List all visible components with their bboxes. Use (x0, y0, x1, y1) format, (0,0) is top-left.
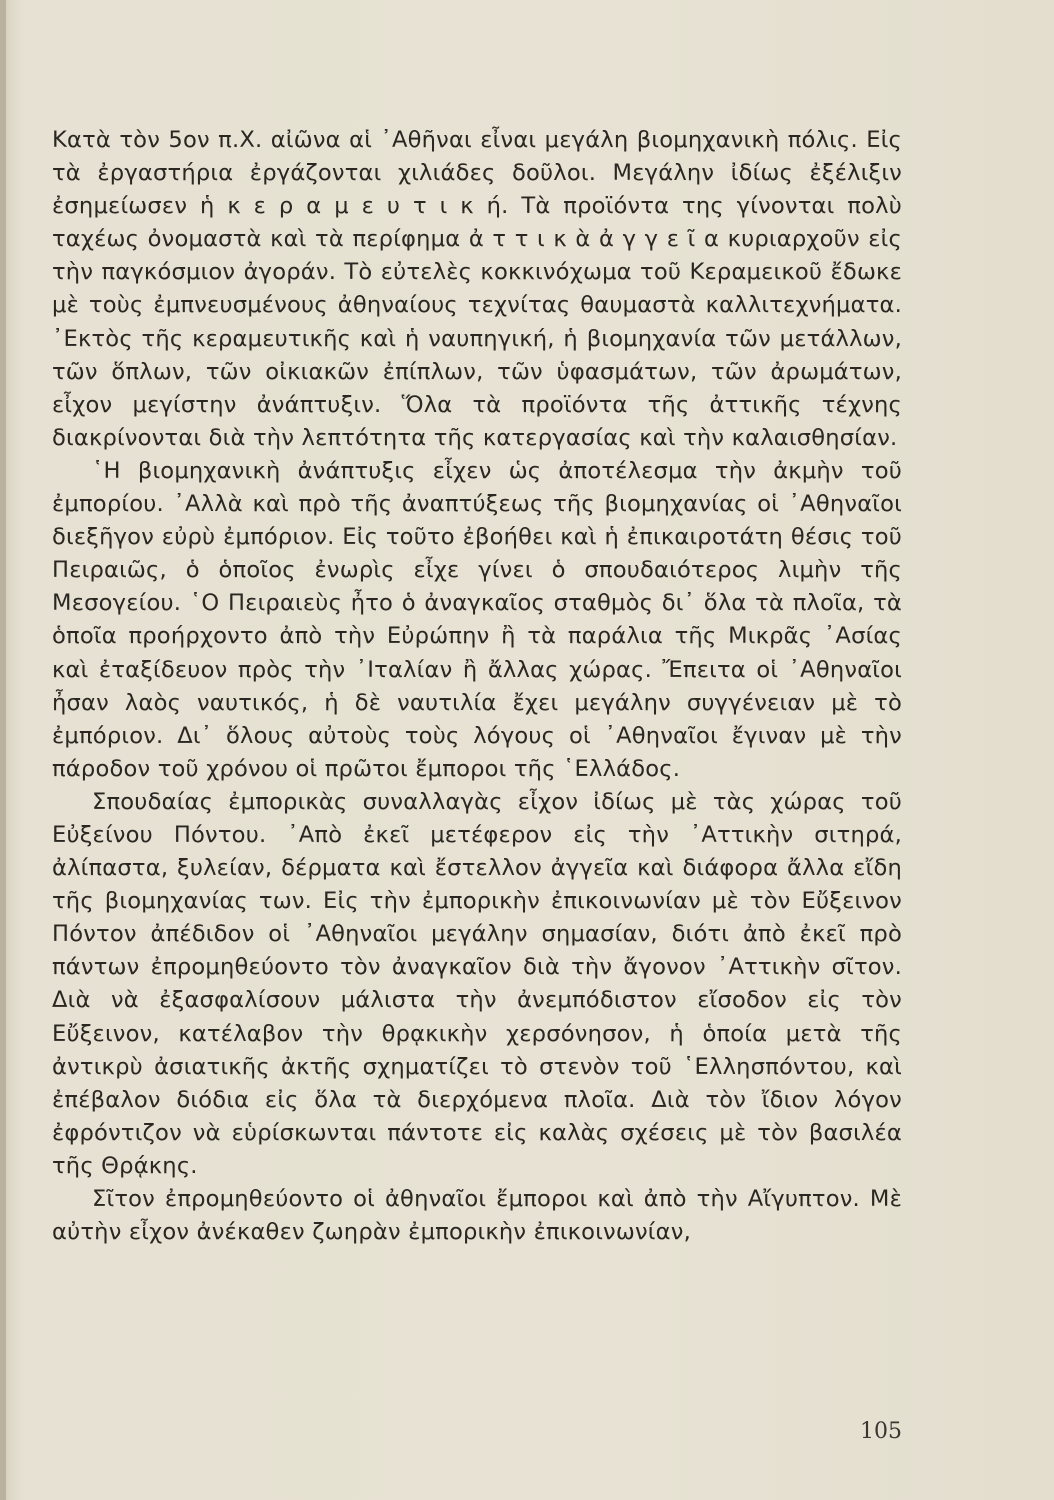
page-number: 105 (860, 1419, 902, 1444)
paragraph-commerce: ῾Η βιομηχανικὴ ἀνάπτυξις εἶχεν ὡς ἀποτέλεσμα τὴν ἀκμὴν τοῦ ἐμπορίου. ᾿Αλλὰ καὶ πρὸ τῆς ἀναπτύξεως τῆς βιομηχανίας οἱ ᾿Αθηναῖοι διεξῆγον εὐρὺ ἐμπόριον. Εἰς τοῦτο ἐβοήθει καὶ ἡ ἐπικαιροτάτη θέσις τοῦ Πειραιῶς, ὁ ὁποῖος ἐνωρὶς εἶχε γίνει ὁ σπουδαιότερος λιμὴν τῆς Μεσογείου. ῾Ο Πειραιεὺς ἦτο ὁ ἀναγκαῖος σταθμὸς δι᾿ ὅλα τὰ πλοῖα, τὰ ὁποῖα προήρχοντο ἀπὸ τὴν Εὐρώπην ἢ τὰ παράλια τῆς Μικρᾶς ᾿Ασίας καὶ ἐταξίδευον πρὸς τὴν ᾿Ιταλίαν ἢ ἄλλας χώρας. Ἔπειτα οἱ ᾿Αθηναῖοι ἦσαν λαὸς ναυτικός, ἡ δὲ ναυτιλία ἔχει μεγάλην συγγένειαν μὲ τὸ ἐμπόριον. Δι᾿ ὅλους αὐτοὺς τοὺς λόγους οἱ ᾿Αθηναῖοι ἔγιναν μὲ τὴν πάροδον τοῦ χρόνου οἱ πρῶτοι ἔμποροι τῆς ῾Ελλάδος. (52, 457, 902, 782)
paragraph-egypt-trade: Σῖτον ἐπρομηθεύοντο οἱ ἀθηναῖοι ἔμποροι καὶ ἀπὸ τὴν Αἴγυπτον. Μὲ αὐτὴν εἶχον ἀνέκαθεν ζωηρὰν ἐμπορικὴν ἐπικοινωνίαν, (52, 1186, 902, 1246)
paragraph-industry: Κατὰ τὸν 5ον π.Χ. αἰῶνα αἱ ᾿Αθῆναι εἶναι μεγάλη βιομηχανικὴ πόλις. Εἰς τὰ ἐργαστήρια ἐργάζονται χιλιάδες δοῦλοι. Μεγάλην ἰδίως ἐξέλιξιν ἐσημείωσεν ἡ κ ε ρ α μ ε υ τ ι κ ή. Τὰ προϊόντα της γίνονται πολὺ ταχέως ὀνομαστὰ καὶ τὰ περίφημα ἀ τ τ ι κ ὰ ἀ γ γ ε ῖ α κυριαρχοῦν εἰς τὴν παγκόσμιον ἀγοράν. Τὸ εὐτελὲς κοκκινόχωμα τοῦ Κεραμεικοῦ ἔδωκε μὲ τοὺς ἐμπνευσμένους ἀθηναίους τεχνίτας θαυμαστὰ καλλιτεχνήματα. ᾿Εκτὸς τῆς κεραμευτικῆς καὶ ἡ ναυπηγική, ἡ βιομηχανία τῶν μετάλλων, τῶν ὅπλων, τῶν οἰκιακῶν ἐπίπλων, τῶν ὑφασμάτων, τῶν ἀρωμάτων, εἶχον μεγίστην ἀνάπτυξιν. Ὅλα τὰ προϊόντα τῆς ἀττικῆς τέχνης διακρίνονται διὰ τὴν λεπτότητα τῆς κατεργασίας καὶ τὴν καλαισθησίαν. (52, 127, 902, 451)
body-text (52, 124, 902, 1249)
paragraph-euxine-trade: Σπουδαίας ἐμπορικὰς συναλλαγὰς εἶχον ἰδίως μὲ τὰς χώρας τοῦ Εὐξείνου Πόντου. ᾿Απὸ ἐκεῖ μετέφερον εἰς τὴν ᾿Αττικὴν σιτηρά, ἀλίπαστα, ξυλείαν, δέρματα καὶ ἔστελλον ἀγγεῖα καὶ διάφορα ἄλλα εἴδη τῆς βιομηχανίας των. Εἰς τὴν ἐμπορικὴν ἐπικοινωνίαν μὲ τὸν Εὔξεινον Πόντον ἀπέδιδον οἱ ᾿Αθηναῖοι μεγάλην σημασίαν, διότι ἀπὸ ἐκεῖ πρὸ πάντων ἐπρομηθεύοντο τὸν ἀναγκαῖον διὰ τὴν ἄγονον ᾿Αττικὴν σῖτον. Διὰ νὰ ἐξασφαλίσουν μάλιστα τὴν ἀνεμπόδιστον εἴσοδον εἰς τὸν Εὔξεινον, κατέλαβον τὴν θρᾳκικὴν χερσόνησον, ἡ ὁποία μετὰ τῆς ἀντικρὺ ἀσιατικῆς ἀκτῆς σχηματίζει τὸ στενὸν τοῦ ῾Ελλησπόντου, καὶ ἐπέβαλον διόδια εἰς ὅλα τὰ διερχόμενα πλοῖα. Διὰ τὸν ἴδιον λόγον ἐφρόντιζον νὰ εὑρίσκωνται πάντοτε εἰς καλὰς σχέσεις μὲ τὸν βασιλέα τῆς Θρᾴκης. (52, 788, 902, 1179)
page-binding-edge (0, 0, 6, 1500)
